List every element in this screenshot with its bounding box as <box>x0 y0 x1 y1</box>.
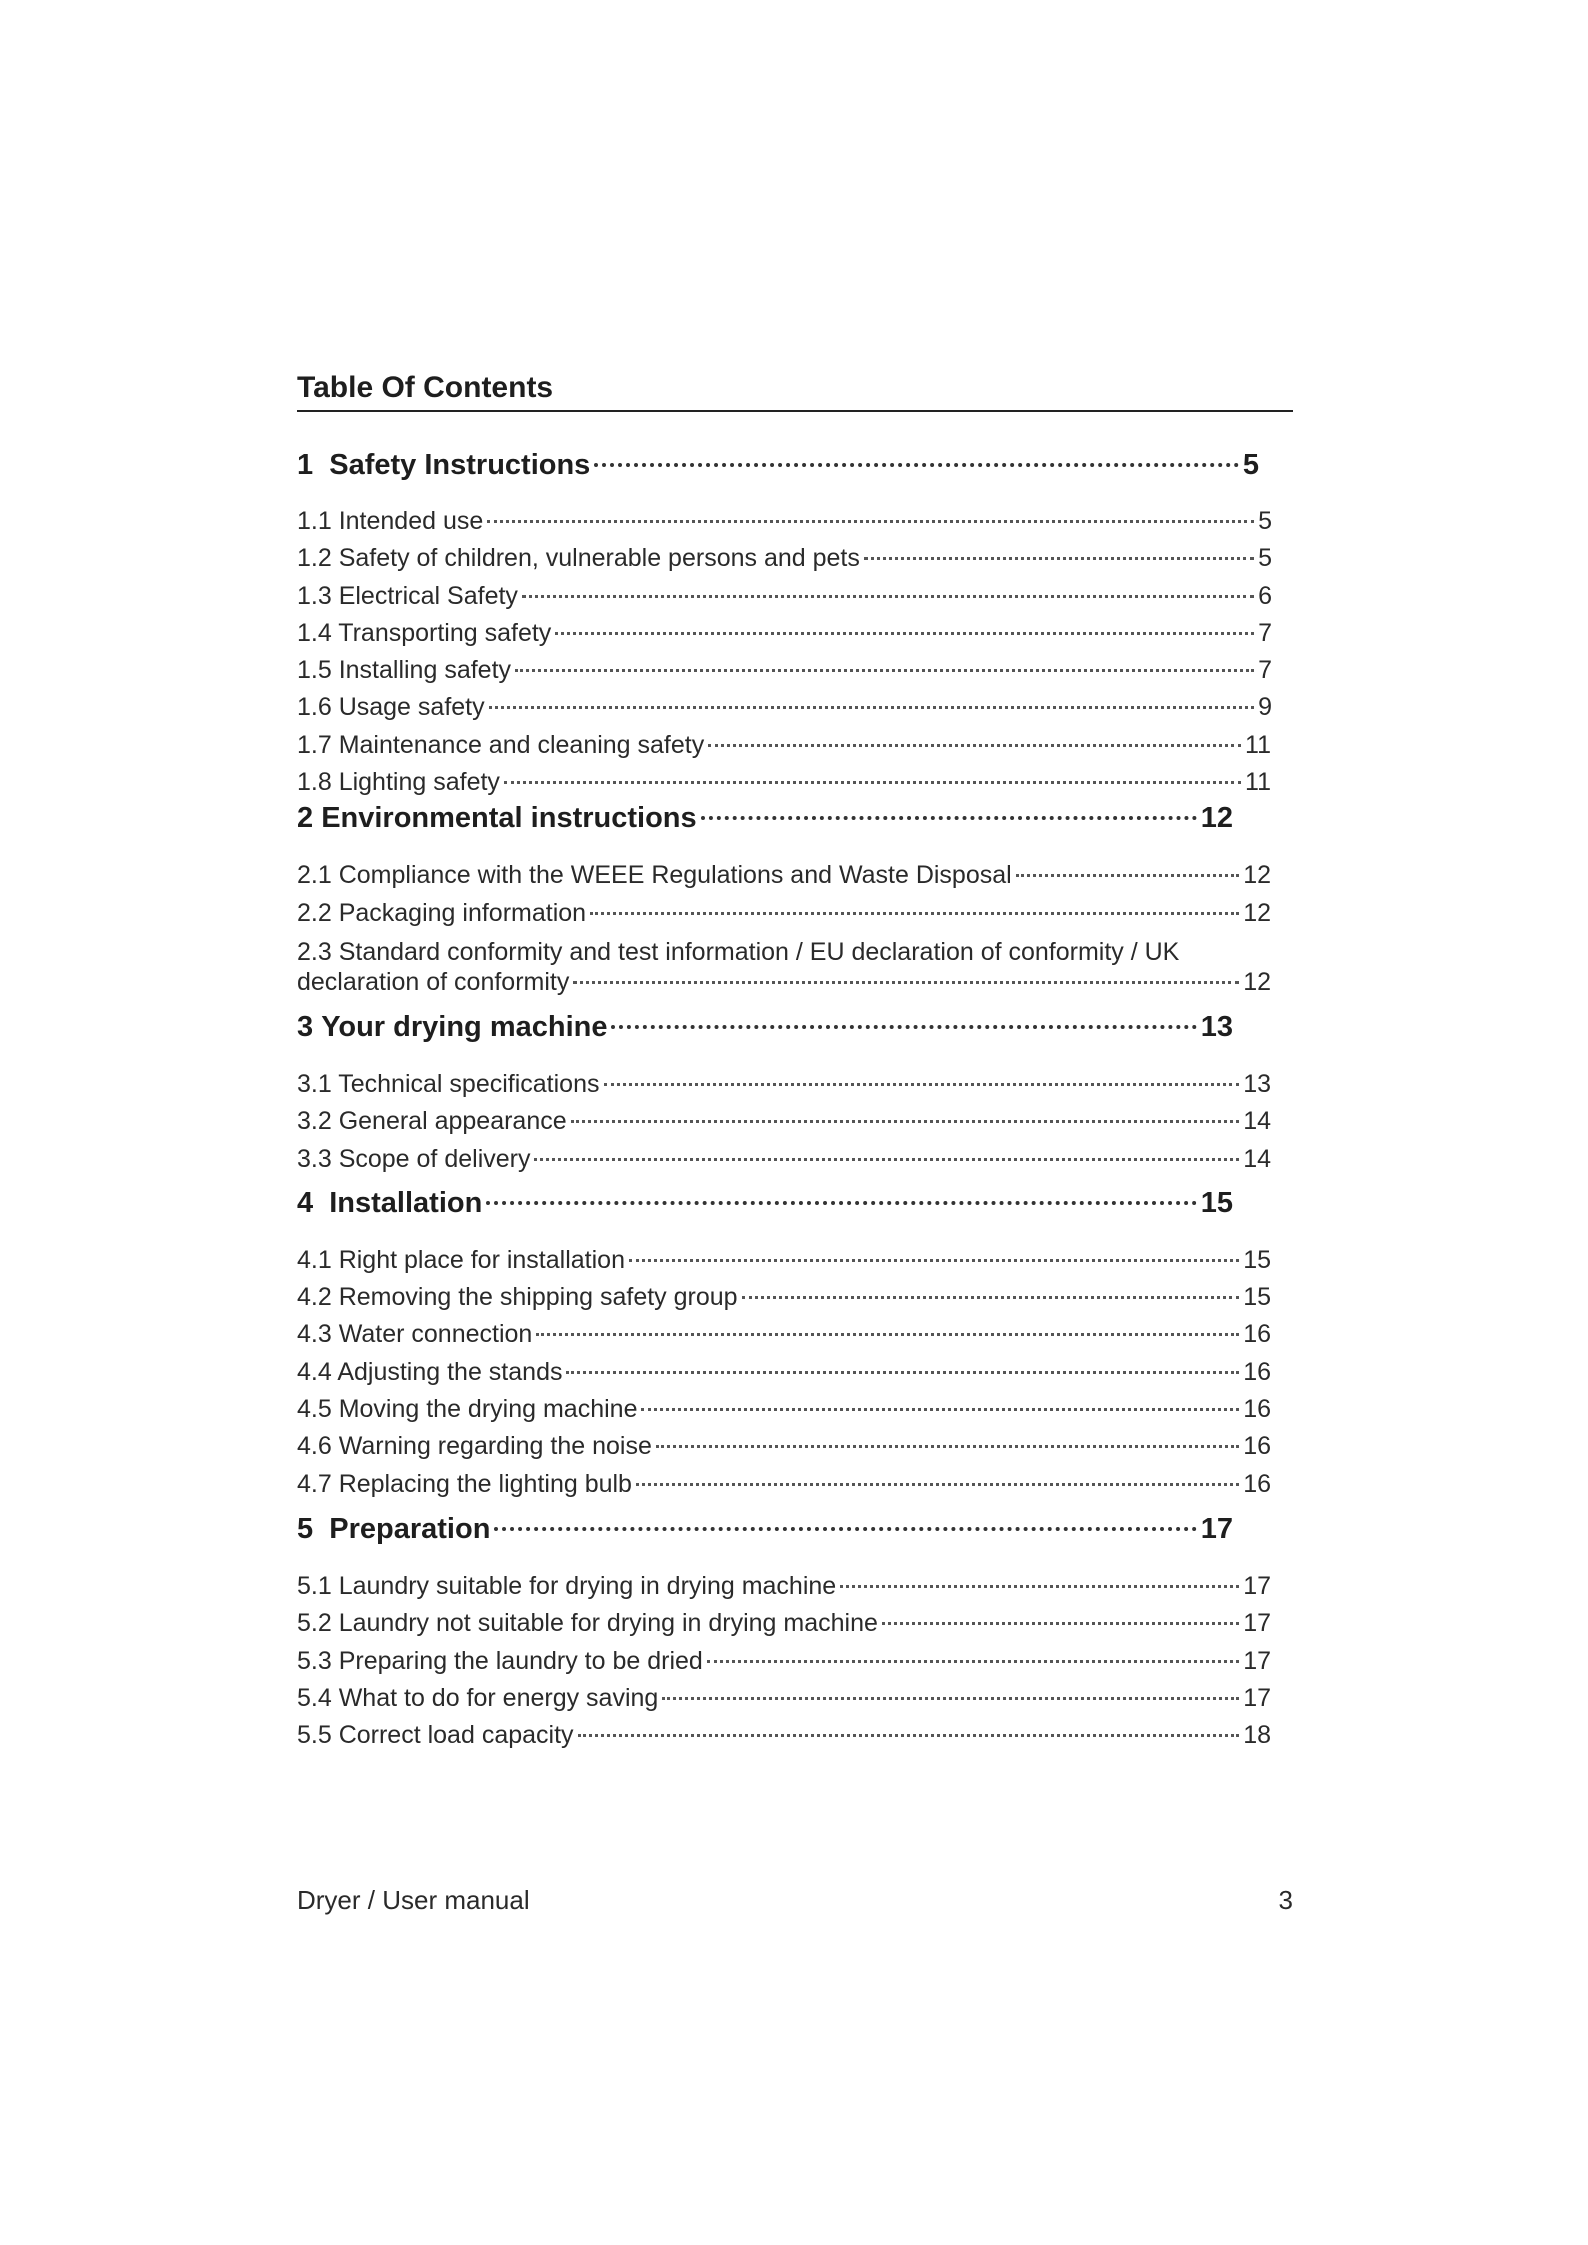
entry-label: 4.4 Adjusting the stands <box>297 1357 563 1386</box>
toc-entry[interactable] <box>297 652 1272 689</box>
toc-section-4[interactable] <box>297 1186 1233 1220</box>
dot-leader <box>489 706 1254 709</box>
entry-page-number: 16 <box>1243 1320 1271 1349</box>
entry-page-number: 12 <box>1243 967 1271 996</box>
section-page-number: 17 <box>1200 1512 1233 1545</box>
entry-label: 4.1 Right place for installation <box>297 1245 625 1274</box>
toc-entry[interactable] <box>297 727 1271 764</box>
entry-page-number: 7 <box>1258 656 1272 685</box>
footer-document-title: Dryer / User manual <box>297 1885 530 1915</box>
entry-label: 1.3 Electrical Safety <box>297 581 518 610</box>
dot-leader <box>536 1333 1239 1336</box>
toc-entry[interactable] <box>297 857 1271 894</box>
entry-page-number: 16 <box>1243 1357 1271 1386</box>
toc-entry[interactable] <box>297 540 1272 577</box>
entry-page-number: 15 <box>1243 1245 1271 1274</box>
entry-page-number: 16 <box>1243 1432 1271 1461</box>
section-page-number: 15 <box>1200 1186 1233 1219</box>
dot-leader <box>566 1371 1239 1374</box>
entry-label: 5.1 Laundry suitable for drying in drying machine <box>297 1571 837 1600</box>
toc-entry[interactable] <box>297 1279 1271 1316</box>
section-number: 3 <box>297 1010 322 1043</box>
toc-entry[interactable] <box>297 1242 1271 1279</box>
entry-page-number: 14 <box>1243 1107 1271 1136</box>
dot-leader <box>573 981 1239 984</box>
entry-page-number: 17 <box>1243 1646 1271 1675</box>
toc-entry[interactable] <box>297 1568 1271 1605</box>
dot-leader <box>590 912 1239 915</box>
entry-page-number: 16 <box>1243 1469 1271 1498</box>
section-number: 5 <box>297 1512 330 1545</box>
entry-page-number: 12 <box>1243 861 1271 890</box>
section-page-number: 13 <box>1200 1010 1233 1043</box>
section-page-number: 12 <box>1200 802 1233 835</box>
toc-title: Table Of Contents <box>297 370 1293 412</box>
page-footer <box>297 1885 1293 1916</box>
toc-entry[interactable] <box>297 1428 1271 1465</box>
entry-page-number: 15 <box>1243 1283 1271 1312</box>
section-title: Your drying machine <box>321 1010 608 1043</box>
entry-label: 1.5 Installing safety <box>297 656 512 685</box>
dot-leader <box>578 1734 1240 1737</box>
dot-leader <box>840 1585 1239 1588</box>
entry-label: 3.2 General appearance <box>297 1107 567 1136</box>
entry-page-number: 13 <box>1243 1069 1271 1098</box>
toc-entry-multiline[interactable] <box>297 937 1271 997</box>
section-title: Safety Instructions <box>329 449 591 481</box>
entry-page-number: 5 <box>1258 507 1272 535</box>
dot-leader <box>742 1296 1240 1299</box>
entry-label: 1.4 Transporting safety <box>297 618 552 647</box>
dot-leader <box>656 1445 1239 1448</box>
dot-leader <box>641 1408 1239 1411</box>
dot-leader <box>487 520 1254 523</box>
dot-leader <box>708 744 1241 747</box>
toc-section-2[interactable] <box>297 801 1233 835</box>
toc-entry[interactable] <box>297 1605 1271 1642</box>
entry-page-number: 16 <box>1243 1395 1271 1424</box>
dot-leader <box>534 1158 1239 1161</box>
toc-entry[interactable] <box>297 1316 1271 1353</box>
dot-leader <box>1016 874 1239 877</box>
toc-entry[interactable] <box>297 895 1271 932</box>
section-title: Preparation <box>329 1512 491 1545</box>
toc-entry[interactable] <box>297 1103 1271 1140</box>
entry-label: 1.1 Intended use <box>297 507 484 535</box>
toc-section-5[interactable] <box>297 1512 1233 1546</box>
entry-label: 1.8 Lighting safety <box>297 768 500 797</box>
entry-label: 4.7 Replacing the lighting bulb <box>297 1469 632 1498</box>
dot-leader <box>522 595 1254 598</box>
entry-page-number: 12 <box>1243 898 1271 927</box>
dot-leader <box>494 1527 1196 1531</box>
toc-entry[interactable] <box>297 1717 1271 1754</box>
section-title: Installation <box>329 1186 483 1219</box>
toc-entry[interactable] <box>297 615 1272 652</box>
dot-leader <box>555 632 1254 635</box>
toc-entry[interactable] <box>297 1466 1271 1503</box>
dot-leader <box>662 1697 1239 1700</box>
section-title: Environmental instructions <box>321 802 697 835</box>
dot-leader <box>515 669 1254 672</box>
toc-entry[interactable] <box>297 1391 1271 1428</box>
entry-page-number: 11 <box>1245 730 1271 759</box>
entry-label: 1.7 Maintenance and cleaning safety <box>297 730 705 759</box>
entry-label: 4.3 Water connection <box>297 1320 533 1349</box>
entry-line2-row <box>297 967 1271 997</box>
dot-leader <box>486 1201 1196 1205</box>
entry-page-number: 9 <box>1258 693 1272 722</box>
dot-leader <box>882 1622 1239 1625</box>
dot-leader <box>707 1660 1239 1663</box>
toc-section-3[interactable] <box>297 1010 1233 1044</box>
entry-page-number: 11 <box>1245 768 1271 797</box>
entry-label: 2.1 Compliance with the WEEE Regulations and Waste Disposal <box>297 861 1012 890</box>
toc-entry[interactable] <box>297 689 1272 726</box>
section-number: 2 <box>297 802 322 835</box>
toc-entry[interactable] <box>297 764 1271 801</box>
entry-label: 1.6 Usage safety <box>297 693 485 722</box>
footer-page-number: 3 <box>1278 1885 1293 1915</box>
entry-label: 4.5 Moving the drying machine <box>297 1395 638 1424</box>
toc-entry[interactable] <box>297 1141 1271 1178</box>
toc-entry[interactable] <box>297 1680 1271 1717</box>
dot-leader <box>629 1259 1239 1262</box>
entry-label: 1.2 Safety of children, vulnerable persons and pets <box>297 544 860 573</box>
entry-label: 3.3 Scope of delivery <box>297 1144 531 1173</box>
toc-entry[interactable] <box>297 1643 1271 1680</box>
entry-page-number: 6 <box>1258 581 1272 610</box>
entry-label-line1: 2.3 Standard conformity and test information / EU declaration of conformity / UK <box>297 937 1180 966</box>
dot-leader <box>604 1083 1240 1086</box>
entry-page-number: 5 <box>1258 544 1272 573</box>
section-page-number: 5 <box>1242 449 1259 481</box>
toc-entry[interactable] <box>297 1354 1271 1391</box>
entry-label: 5.4 What to do for energy saving <box>297 1683 659 1712</box>
dot-leader <box>611 1025 1196 1029</box>
entry-label-line2: declaration of conformity <box>297 967 570 996</box>
entry-page-number: 17 <box>1243 1571 1271 1600</box>
entry-label: 3.1 Technical specifications <box>297 1069 600 1098</box>
section-number: 4 <box>297 1186 330 1219</box>
dot-leader <box>571 1120 1240 1123</box>
entry-page-number: 7 <box>1258 618 1272 647</box>
entry-page-number: 18 <box>1243 1721 1271 1750</box>
dot-leader <box>594 463 1239 467</box>
dot-leader <box>636 1483 1239 1486</box>
entry-page-number: 17 <box>1243 1683 1271 1712</box>
dot-leader <box>701 816 1197 820</box>
entry-label: 4.2 Removing the shipping safety group <box>297 1283 738 1312</box>
toc-page <box>297 370 1293 1754</box>
toc-entry[interactable] <box>297 503 1272 540</box>
section-number: 1 <box>297 449 330 481</box>
entry-label: 5.5 Correct load capacity <box>297 1721 574 1750</box>
dot-leader <box>864 557 1254 560</box>
entry-label: 2.2 Packaging information <box>297 898 587 927</box>
dot-leader <box>504 781 1241 784</box>
entry-page-number: 14 <box>1243 1144 1271 1173</box>
toc-entry[interactable] <box>297 1066 1271 1103</box>
toc-entry[interactable] <box>297 578 1272 615</box>
entry-label: 4.6 Warning regarding the noise <box>297 1432 652 1461</box>
toc-section-1[interactable] <box>297 448 1259 482</box>
entry-page-number: 17 <box>1243 1609 1271 1638</box>
entry-label: 5.3 Preparing the laundry to be dried <box>297 1646 703 1675</box>
entry-label: 5.2 Laundry not suitable for drying in drying machine <box>297 1609 878 1638</box>
